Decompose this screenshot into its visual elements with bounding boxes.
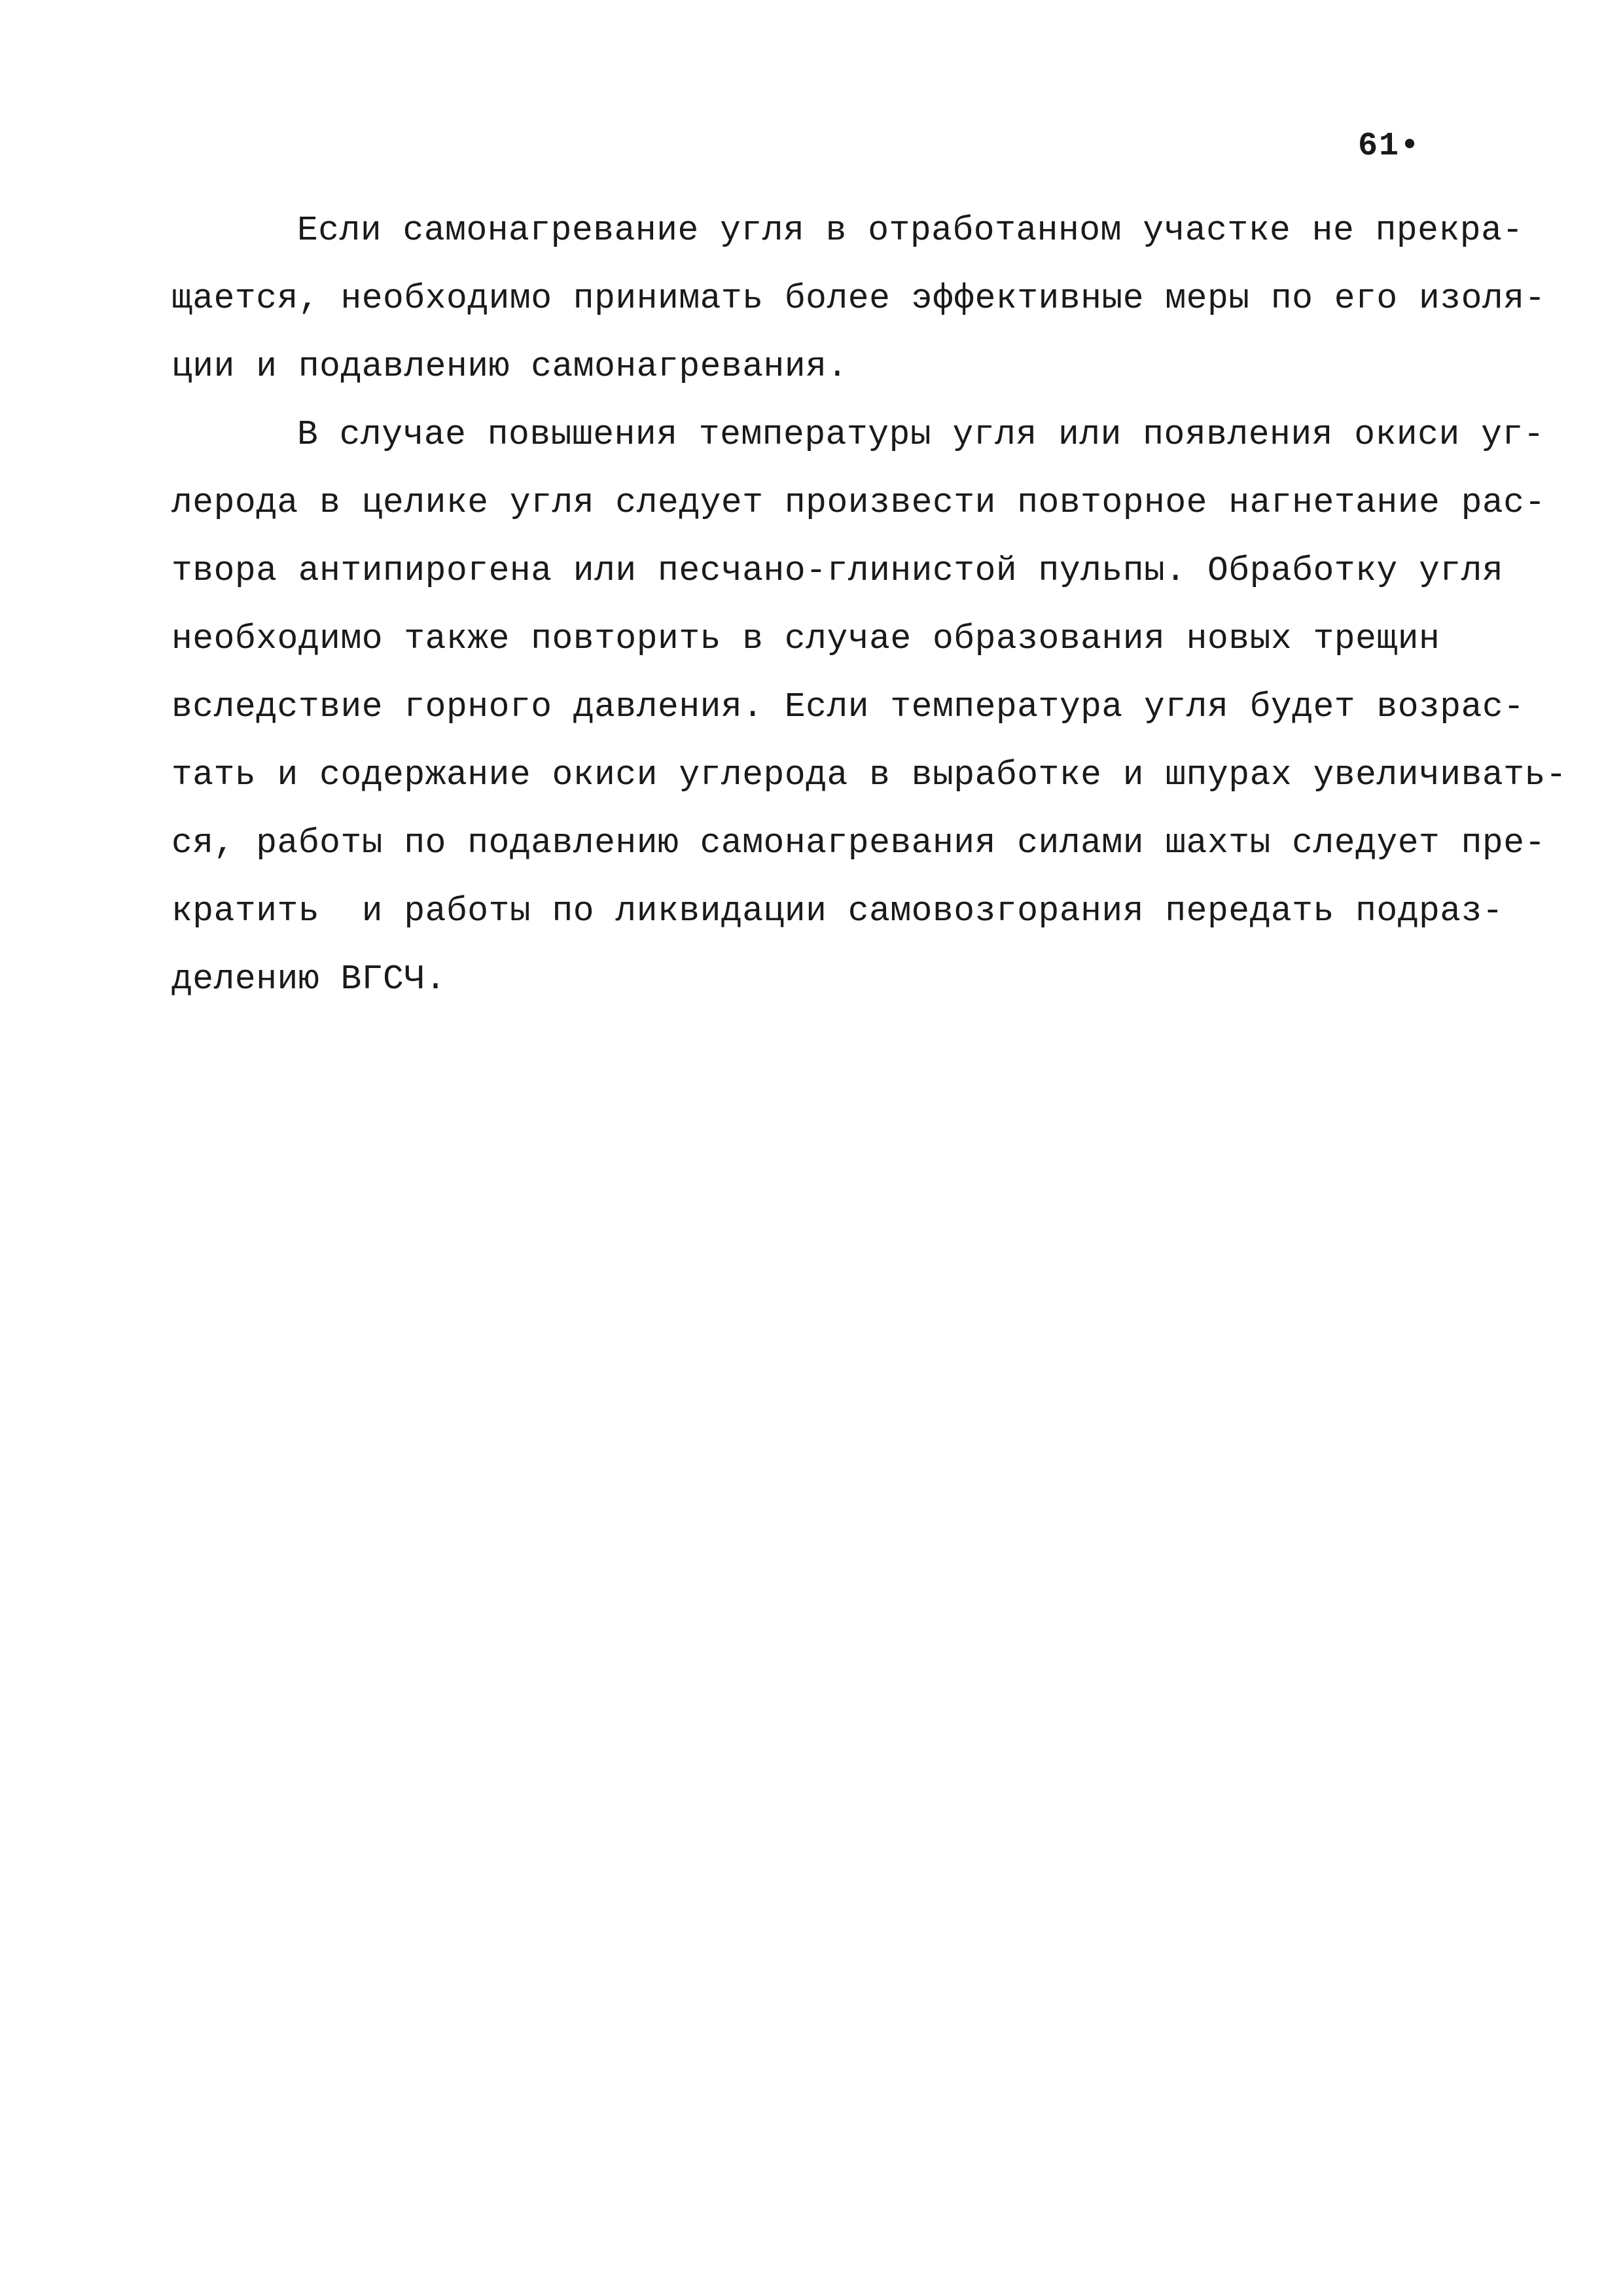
paragraph-line: В случае повышения температуры угля или появления окиси уг-: [297, 415, 1545, 454]
paragraph-line: необходимо также повторить в случае образования новых трещин: [171, 619, 1440, 658]
page-number: 61•: [1358, 128, 1421, 165]
body-text: [171, 196, 1567, 1013]
paragraph-line: ции и подавлению самонагревания.: [171, 347, 848, 386]
paragraph-line: тать и содержание окиси углерода в выработке и шпурах увеличивать-: [171, 755, 1567, 795]
paragraph-line: вследствие горного давления. Если температура угля будет возрас-: [171, 687, 1525, 726]
paragraph-line: делению ВГСЧ.: [171, 960, 446, 999]
paragraph-line: ся, работы по подавлению самонагревания силами шахты следует пре-: [171, 823, 1546, 863]
paragraph-line: лерода в целике угля следует произвести повторное нагнетание рас-: [171, 483, 1546, 522]
paragraph-line: Если самонагревание угля в отработанном участке не прекра-: [297, 211, 1524, 250]
paragraph-2: [171, 401, 1567, 1013]
paragraph-line: кратить и работы по ликвидации самовозгорания передать подраз-: [171, 891, 1504, 931]
paragraph-line: щается, необходимо принимать более эффективные меры по его изоля-: [171, 279, 1546, 318]
paragraph-line: твора антипирогена или песчано-глинистой пульпы. Обработку угля: [171, 551, 1504, 590]
paragraph-1: [171, 196, 1546, 401]
